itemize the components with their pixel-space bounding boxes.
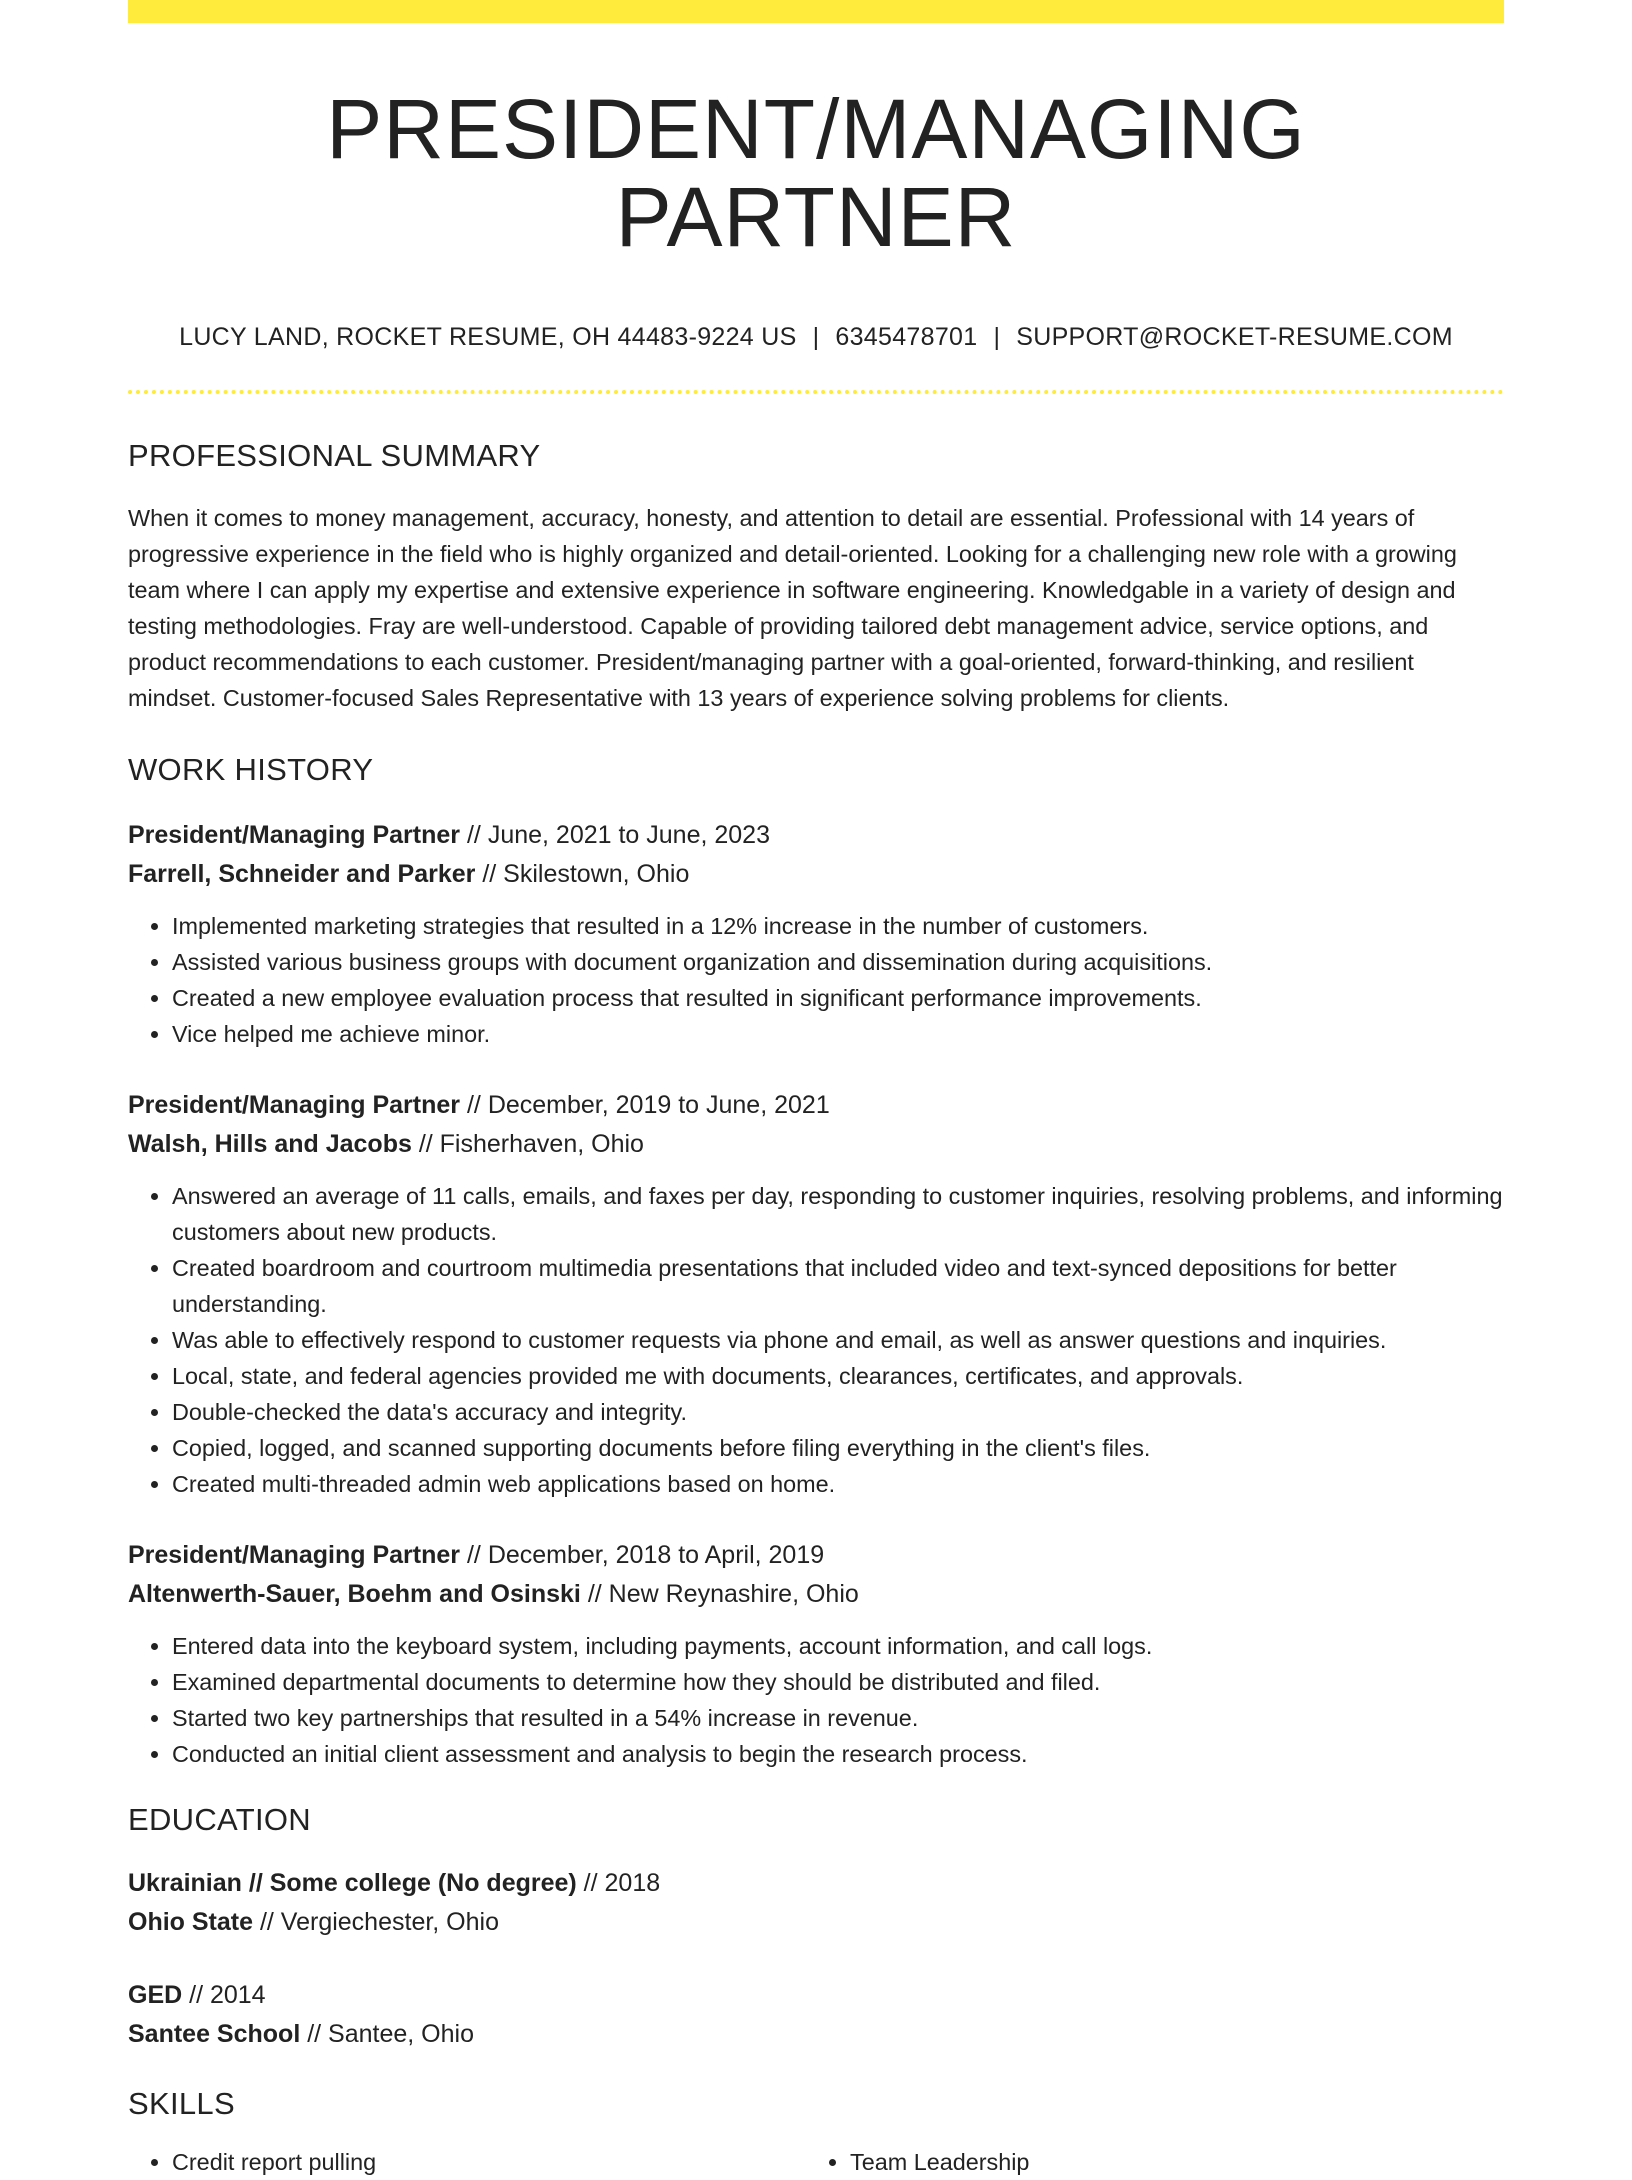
skills-list-left <box>128 2144 806 2180</box>
work-history-heading: WORK HISTORY <box>128 752 374 788</box>
job-title-line <box>128 1536 1504 1575</box>
job-bullets <box>128 908 1504 1052</box>
job-entry <box>128 816 1504 1052</box>
skills-heading: SKILLS <box>128 2086 235 2122</box>
list-item: • Examined departmental documents to determine how they should be distributed and filed. <box>172 1664 1504 1700</box>
accent-top-bar <box>128 0 1504 23</box>
list-item: • Credit report pulling <box>172 2144 806 2180</box>
list-item: • Double-checked the data's accuracy and integrity. <box>172 1394 1504 1430</box>
list-item: • Was able to effectively respond to customer requests via phone and email, as well as answer questions and inquiries. <box>172 1322 1504 1358</box>
list-item: • Created boardroom and courtroom multimedia presentations that included video and text-synced depositions for better understanding. <box>172 1250 1504 1322</box>
job-bullets <box>128 1178 1504 1502</box>
education-degree-line <box>128 1864 1504 1903</box>
education-school: Santee School <box>128 2020 301 2049</box>
job-title-line <box>128 1086 1504 1125</box>
education-school-line <box>128 1903 1504 1942</box>
education-location: // Santee, Ohio <box>300 2020 474 2049</box>
education-school-line <box>128 2015 1504 2054</box>
job-company: Walsh, Hills and Jacobs <box>128 1130 412 1159</box>
job-title: President/Managing Partner <box>128 821 461 850</box>
job-location: // New Reynashire, Ohio <box>580 1580 859 1609</box>
contact-email: SUPPORT@ROCKET-RESUME.COM <box>1016 323 1453 352</box>
job-title-line <box>128 816 1504 855</box>
job-dates: // June, 2021 to June, 2023 <box>460 821 770 850</box>
job-company: Farrell, Schneider and Parker <box>128 860 476 889</box>
job-dates: // December, 2018 to April, 2019 <box>460 1541 825 1570</box>
list-item: • Created multi-threaded admin web applications based on home. <box>172 1466 1504 1502</box>
job-location: // Skilestown, Ohio <box>475 860 690 889</box>
resume-page <box>128 0 1504 2180</box>
education-degree: GED <box>128 1981 183 2010</box>
list-item: • Implemented marketing strategies that resulted in a 12% increase in the number of customers. <box>172 908 1504 944</box>
list-item: • Entered data into the keyboard system, including payments, account information, and call logs. <box>172 1628 1504 1664</box>
list-item: • Local, state, and federal agencies provided me with documents, clearances, certificates, and approvals. <box>172 1358 1504 1394</box>
list-item: • Created a new employee evaluation process that resulted in significant performance improvements. <box>172 980 1504 1016</box>
contact-separator: | <box>993 323 1001 352</box>
job-entry <box>128 1086 1504 1502</box>
education-entry <box>128 1864 1504 1942</box>
job-title: President/Managing Partner <box>128 1541 461 1570</box>
education-degree-line <box>128 1976 1504 2015</box>
education-degree: Ukrainian // Some college (No degree) <box>128 1869 577 1898</box>
education-school: Ohio State <box>128 1908 254 1937</box>
list-item: • Copied, logged, and scanned supporting documents before filing everything in the client's files. <box>172 1430 1504 1466</box>
summary-heading: PROFESSIONAL SUMMARY <box>128 438 541 474</box>
job-location: // Fisherhaven, Ohio <box>411 1130 644 1159</box>
education-year: // 2014 <box>182 1981 266 2010</box>
job-dates: // December, 2019 to June, 2021 <box>460 1091 830 1120</box>
list-item: • Started two key partnerships that resulted in a 54% increase in revenue. <box>172 1700 1504 1736</box>
education-entry <box>128 1976 1504 2054</box>
contact-phone: 6345478701 <box>835 323 978 352</box>
list-item: • Team Leadership <box>850 2144 1484 2180</box>
skills-list-right <box>806 2144 1484 2180</box>
job-bullets <box>128 1628 1504 1772</box>
list-item: • Conducted an initial client assessment and analysis to begin the research process. <box>172 1736 1504 1772</box>
list-item: • Vice helped me achieve minor. <box>172 1016 1504 1052</box>
list-item: • Assisted various business groups with document organization and dissemination during acquisitions. <box>172 944 1504 980</box>
list-item: • Answered an average of 11 calls, emails, and faxes per day, responding to customer inquiries, resolving problems, and informing customers about new products. <box>172 1178 1504 1250</box>
job-title: President/Managing Partner <box>128 1091 461 1120</box>
education-location: // Vergiechester, Ohio <box>253 1908 499 1937</box>
job-company-line <box>128 1125 1504 1164</box>
dotted-divider <box>128 390 1504 394</box>
skills-grid <box>128 2144 1504 2180</box>
resume-title: PRESIDENT/MANAGING PARTNER <box>326 82 1306 265</box>
job-entry <box>128 1536 1504 1772</box>
summary-text: When it comes to money management, accuracy, honesty, and attention to detail are essential. Professional with 14 years of progressive experience in the field who is highly organized and detail-oriented. Looking for a challenging new role with a growing team where I can apply my expertise and extensive experience in software engineering. Knowledgable in a variety of design and testing methodologies. Fray are well-understood. Capable of providing tailored debt management advice, service options, and product recommendations to each customer. President/managing partner with a goal-oriented, forward-thinking, and resilient mindset. Customer-focused Sales Representative with 13 years of experience solving problems for clients. <box>128 505 1457 712</box>
contact-line <box>128 323 1504 352</box>
job-company: Altenwerth-Sauer, Boehm and Osinski <box>128 1580 581 1609</box>
job-company-line <box>128 855 1504 894</box>
contact-address: LUCY LAND, ROCKET RESUME, OH 44483-9224 US <box>179 323 797 352</box>
education-heading: EDUCATION <box>128 1802 311 1838</box>
education-year: // 2018 <box>576 1869 661 1898</box>
job-company-line <box>128 1575 1504 1614</box>
contact-separator: | <box>812 323 820 352</box>
